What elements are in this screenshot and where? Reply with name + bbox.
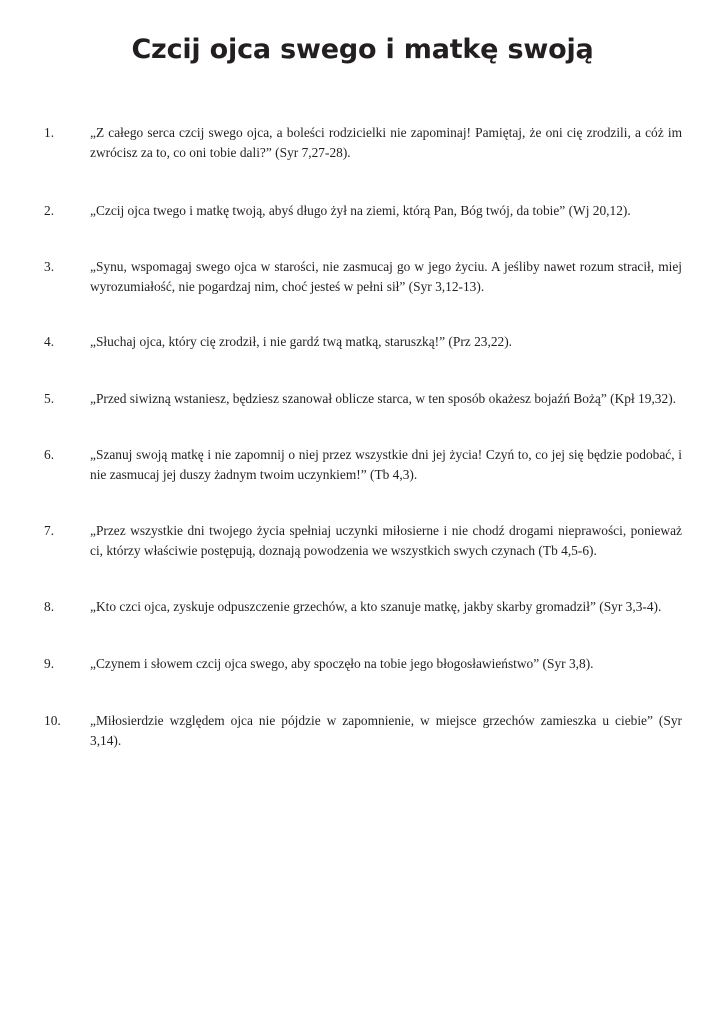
list-item bbox=[0, 711, 725, 751]
list-item bbox=[0, 201, 725, 241]
list-item bbox=[0, 597, 725, 637]
item-number: 10. bbox=[44, 713, 61, 728]
item-text: „Synu, wspomagaj swego ojca w starości, nie zasmucaj go w jego życiu. A jeśliby nawet rozum stracił, miej wyrozumiałość, nie pogardzaj nim, choć jesteś w pełni sił” (Syr 3,12-13). bbox=[90, 259, 682, 294]
item-number: 7. bbox=[44, 523, 55, 538]
item-text: „Miłosierdzie względem ojca nie pójdzie w zapomnienie, w miejsce grzechów zamieszka u ciebie” (Syr 3,14). bbox=[90, 713, 682, 748]
item-number: 4. bbox=[44, 334, 55, 349]
item-number: 5. bbox=[44, 391, 55, 406]
item-text: „Kto czci ojca, zyskuje odpuszczenie grzechów, a kto szanuje matkę, jakby skarby gromadził” (Syr 3,3-4). bbox=[90, 599, 662, 614]
item-number: 6. bbox=[44, 447, 55, 462]
item-number: 2. bbox=[44, 203, 55, 218]
list-item bbox=[0, 389, 725, 429]
item-number: 3. bbox=[44, 259, 55, 274]
item-text: „Szanuj swoją matkę i nie zapomnij o niej przez wszystkie dni jej życia! Czyń to, co jej się będzie podobać, i nie zasmucaj jej duszy żadnym twoim uczynkiem!” (Tb 4,3). bbox=[90, 447, 682, 482]
list-item bbox=[0, 123, 725, 163]
list-item bbox=[0, 445, 725, 485]
item-number: 9. bbox=[44, 656, 55, 671]
page-title: Czcij ojca swego i matkę swoją bbox=[131, 34, 594, 65]
item-number: 8. bbox=[44, 599, 55, 614]
list-item bbox=[0, 332, 725, 372]
item-text: „Czynem i słowem czcij ojca swego, aby spoczęło na tobie jego błogosławieństwo” (Syr 3,8). bbox=[90, 656, 594, 671]
item-text: „Słuchaj ojca, który cię zrodził, i nie gardź twą matką, staruszką!” (Prz 23,22). bbox=[90, 334, 513, 349]
item-text: „Przed siwizną wstaniesz, będziesz szanował oblicze starca, w ten sposób okażesz bojaźń Bożą” (Kpł 19,32). bbox=[90, 391, 676, 406]
list-item bbox=[0, 257, 725, 297]
item-text: „Przez wszystkie dni twojego życia spełniaj uczynki miłosierne i nie chodź drogami nieprawości, ponieważ ci, którzy właściwie postępują, doznają powodzenia we wszystkich swych czynach (Tb 4,5-6). bbox=[90, 523, 682, 558]
item-text: „Z całego serca czcij swego ojca, a boleści rodzicielki nie zapominaj! Pamiętaj, że oni cię zrodzili, a cóż im zwrócisz za to, co oni tobie dali?” (Syr 7,27-28). bbox=[90, 125, 682, 160]
item-text: „Czcij ojca twego i matkę twoją, abyś długo żył na ziemi, którą Pan, Bóg twój, da tobie” (Wj 20,12). bbox=[90, 203, 631, 218]
list-item bbox=[0, 654, 725, 694]
item-number: 1. bbox=[44, 125, 55, 140]
list-item bbox=[0, 521, 725, 561]
